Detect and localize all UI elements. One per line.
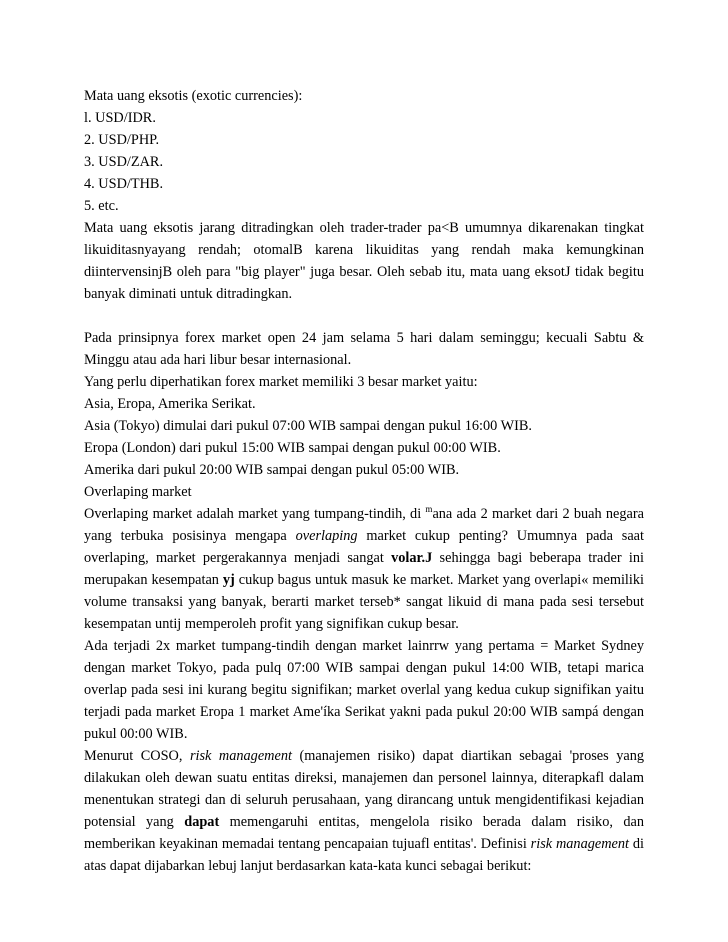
section-label: Overlaping market: [84, 484, 192, 500]
paragraph-line: pukul 00:00 WIB.: [84, 726, 188, 742]
italic-term: risk management: [530, 836, 630, 852]
list-item: 5. etc.: [84, 198, 119, 214]
list-item: 2. USD/PHP.: [84, 132, 160, 148]
paragraph-line: atas dapat dijabarkan lebuj lanjut berdasarkan kata-kata kunci sebagai berikut:: [84, 858, 532, 874]
text-run: memengaruhi entitas, mengelola risiko berada dalam risiko, dan: [219, 814, 644, 830]
text-run: yang terbuka posisinya mengapa: [84, 528, 296, 544]
paragraph-line: [84, 547, 644, 569]
paragraph-line: overlap pada sesi ini kurang begitu signifikan; market overlal yang kedua cukup signifikan yaitu: [84, 682, 644, 698]
paragraph-line: Asia, Eropa, Amerika Serikat.: [84, 396, 256, 412]
italic-term: risk management: [189, 748, 292, 764]
text-run: ana ada 2 market dari 2 buah negara: [432, 506, 644, 522]
paragraph-line: likuiditasnyayang rendah; otomalB karena likuiditas yang rendah maka kemungkinan: [84, 242, 644, 258]
paragraph-line: menentukan strategi dan di seluruh perusahaan, yang dirancang untuk mengidentifikasi kejadian: [84, 792, 644, 808]
text-run: Menurut COSO,: [84, 748, 190, 764]
paragraph-gap: [84, 305, 644, 327]
paragraph-line: terjadi pada market Eropa 1 market Ame'íka Serikat yakni pada pukul 20:00 WIB sampá dengan: [84, 704, 644, 720]
paragraph-line: Minggu atau ada hari libur besar internasional.: [84, 352, 352, 368]
list-item: 3. USD/ZAR.: [84, 154, 164, 170]
paragraph-line: banyak diminati untuk ditradingkan.: [84, 286, 293, 302]
paragraph-line: dilakukan oleh dewan suatu entitas direksi, manajemen dan personel lainnya, diterapkafl dalam: [84, 770, 644, 786]
text-run: memberikan keyakinan memadai tentang pencapaian tujuafl entitas'. Definisi: [84, 836, 531, 852]
list-item: l. USD/IDR.: [84, 110, 156, 126]
paragraph-line: [84, 525, 644, 547]
paragraph-line: [84, 569, 644, 591]
list-heading: Mata uang eksotis (exotic currencies):: [84, 88, 303, 104]
paragraph-line: volume transaksi yang banyak, berarti market terseb* sangat likuid di mana pada sesi tersebut: [84, 594, 644, 610]
paragraph-line: [84, 811, 644, 833]
paragraph-line: Mata uang eksotis jarang ditradingkan oleh trader-trader pa<B umumnya dikarenakan tingkat: [84, 220, 644, 236]
text-run: merupakan kesempatan: [84, 572, 223, 588]
text-run: (manajemen risiko) dapat diartikan sebagai 'proses yang: [291, 748, 644, 764]
document-page: [84, 85, 644, 877]
italic-term: overlaping: [295, 528, 358, 544]
paragraph-line: [84, 503, 644, 525]
paragraph-line: [84, 833, 644, 855]
paragraph-line: dengan market Tokyo, pada pulq 07:00 WIB sampai dengan pukul 14:00 WIB, tetapi marica: [84, 660, 644, 676]
paragraph-line: Ada terjadi 2x market tumpang-tindih dengan market lainrrw yang pertama = Market Sydney: [84, 638, 644, 654]
text-run: market cukup penting? Umumnya pada saat: [357, 528, 644, 544]
paragraph-line: [84, 745, 644, 767]
text-run: Overlaping market adalah market yang tumpang-tindih, di: [84, 506, 426, 522]
bold-term: volar.J: [391, 550, 433, 566]
bold-term: yj: [222, 572, 235, 588]
paragraph-line: Yang perlu diperhatikan forex market memiliki 3 besar market yaitu:: [84, 374, 478, 390]
superscript: m: [425, 504, 433, 515]
bold-term: dapat: [184, 814, 220, 830]
list-item: 4. USD/THB.: [84, 176, 164, 192]
paragraph-line: diintervensinjB oleh para "big player" juga besar. Oleh sebab itu, mata uang eksotJ tidak begitu: [84, 264, 644, 280]
text-run: cukup bagus untuk masuk ke market. Market yang overlapi« memiliki: [234, 572, 644, 588]
paragraph-line: kesempatan untij memperoleh profit yang signifikan cukup besar.: [84, 616, 459, 632]
text-run: di: [629, 836, 644, 852]
paragraph-line: Asia (Tokyo) dimulai dari pukul 07:00 WIB sampai dengan pukul 16:00 WIB.: [84, 418, 532, 434]
text-run: overlaping, market pergerakannya menjadi sangat: [84, 550, 392, 566]
paragraph-line: Eropa (London) dari pukul 15:00 WIB sampai dengan pukul 00:00 WIB.: [84, 440, 501, 456]
text-run: potensial yang: [84, 814, 185, 830]
paragraph-line: Amerika dari pukul 20:00 WIB sampai dengan pukul 05:00 WIB.: [84, 462, 460, 478]
text-run: sehingga bagi beberapa trader ini: [432, 550, 644, 566]
paragraph-line: Pada prinsipnya forex market open 24 jam selama 5 hari dalam seminggu; kecuali Sabtu &: [84, 330, 644, 346]
